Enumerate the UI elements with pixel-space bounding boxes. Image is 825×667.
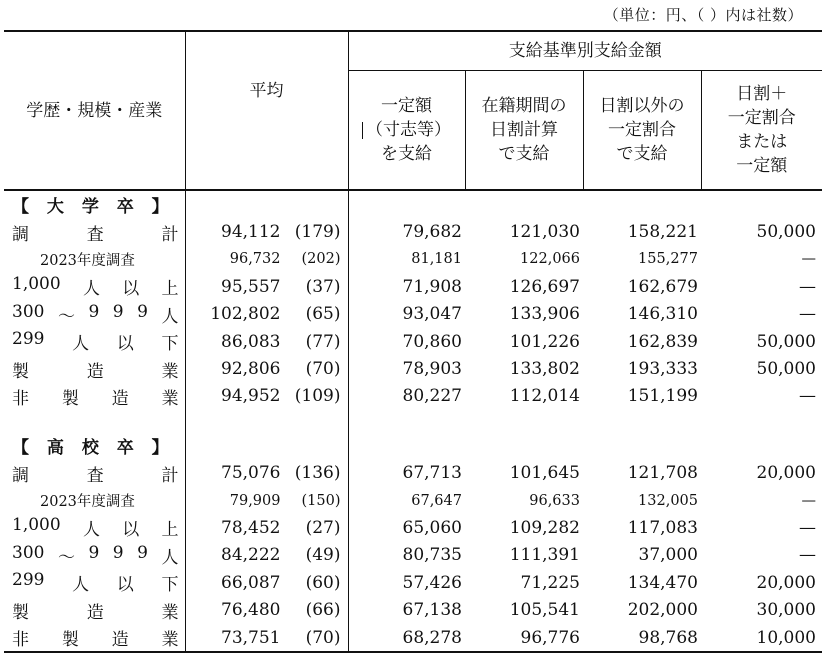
value-cell: 121,708 bbox=[627, 463, 698, 484]
average-value: 78,452 bbox=[221, 517, 281, 538]
value-cell: 79,682 bbox=[402, 222, 462, 243]
value-cell: 10,000 bbox=[701, 624, 822, 652]
value-cell: 158,221 bbox=[627, 222, 698, 243]
value-cell: — bbox=[799, 304, 816, 325]
value-cell: 50,000 bbox=[756, 222, 816, 243]
value-cell: 93,047 bbox=[402, 304, 462, 325]
average-cell bbox=[185, 487, 348, 514]
value-cell: 151,199 bbox=[627, 386, 698, 407]
company-count: (77) bbox=[305, 331, 341, 352]
value-cell: 112,014 bbox=[509, 386, 580, 407]
average-cell bbox=[185, 273, 348, 300]
row-label: 2023年度調査 bbox=[4, 246, 185, 273]
value-cell: 67,713 bbox=[402, 463, 462, 484]
section-title-row bbox=[4, 432, 822, 459]
company-count: (179) bbox=[294, 222, 341, 243]
average-value: 96,732 bbox=[229, 251, 281, 268]
table-body bbox=[4, 190, 822, 652]
average-cell bbox=[185, 460, 348, 487]
table-row bbox=[4, 301, 822, 328]
value-cell: 81,181 bbox=[411, 251, 462, 268]
section-title: 【 大 学 卒 】 bbox=[4, 190, 185, 218]
value-cell: 80,735 bbox=[402, 545, 462, 566]
company-count: (109) bbox=[294, 386, 341, 407]
average-value: 92,806 bbox=[221, 359, 281, 380]
section-title: 【 高 校 卒 】 bbox=[4, 432, 185, 459]
company-count: (136) bbox=[294, 463, 341, 484]
value-cell: 202,000 bbox=[627, 600, 698, 621]
table-row bbox=[4, 624, 822, 652]
value-cell: 146,310 bbox=[627, 304, 698, 325]
value-cell: 162,839 bbox=[627, 331, 698, 352]
average-value: 94,952 bbox=[221, 386, 281, 407]
company-count: (60) bbox=[305, 572, 341, 593]
value-cell: 105,541 bbox=[509, 600, 580, 621]
average-value: 75,076 bbox=[221, 463, 281, 484]
value-cell: 71,225 bbox=[520, 572, 580, 593]
value-cell: 134,470 bbox=[627, 572, 698, 593]
row-label: 1,000 人 以 上 bbox=[4, 273, 185, 300]
table-row bbox=[4, 569, 822, 596]
average-value: 86,083 bbox=[221, 331, 281, 352]
value-cell: 65,060 bbox=[402, 517, 462, 538]
table-row bbox=[4, 596, 822, 623]
average-cell bbox=[185, 624, 348, 652]
average-header: 平均 bbox=[185, 31, 348, 190]
value-cell: 109,282 bbox=[509, 517, 580, 538]
value-cell: 121,030 bbox=[509, 222, 580, 243]
value-cell: — bbox=[799, 517, 816, 538]
section-gap bbox=[4, 410, 822, 432]
company-count: (202) bbox=[301, 251, 341, 268]
row-label: 非 製 造 業 bbox=[4, 624, 185, 652]
average-value: 94,112 bbox=[221, 222, 281, 243]
row-label: 299 人 以 下 bbox=[4, 569, 185, 596]
average-value: 102,802 bbox=[210, 304, 281, 325]
average-cell bbox=[185, 246, 348, 273]
table-row bbox=[4, 355, 822, 382]
table-row bbox=[4, 460, 822, 487]
group-header: 支給基準別支給金額 bbox=[348, 31, 822, 71]
average-cell bbox=[185, 514, 348, 541]
row-label-header: 学歴・規模・産業 bbox=[4, 31, 185, 190]
average-value: 66,087 bbox=[221, 572, 281, 593]
value-cell: 50,000 bbox=[756, 359, 816, 380]
value-cell: 20,000 bbox=[756, 463, 816, 484]
average-value: 79,909 bbox=[229, 492, 281, 509]
value-cell: — bbox=[799, 386, 816, 407]
row-label: 非 製 造 業 bbox=[4, 383, 185, 410]
unit-note: （単位：円、（ ）内は社数） bbox=[603, 6, 803, 24]
row-label: 製 造 業 bbox=[4, 355, 185, 382]
table-row bbox=[4, 273, 822, 300]
value-cell: — bbox=[801, 251, 816, 268]
row-label: 1,000 人 以 上 bbox=[4, 514, 185, 541]
col-header-ratio: 日割以外の 一定割合 で支給 bbox=[583, 71, 701, 191]
value-cell: 98,768 bbox=[583, 624, 701, 652]
value-cell: 101,645 bbox=[509, 463, 580, 484]
value-cell: 68,278 bbox=[348, 624, 465, 652]
company-count: (70) bbox=[305, 627, 341, 648]
average-cell bbox=[185, 569, 348, 596]
col-header-fixed: 一定額 （寸志等） を支給 bbox=[348, 71, 465, 191]
average-value: 95,557 bbox=[221, 276, 281, 297]
table-row bbox=[4, 218, 822, 245]
company-count: (70) bbox=[305, 359, 341, 380]
average-cell bbox=[185, 218, 348, 245]
value-cell: — bbox=[801, 492, 816, 509]
value-cell: 20,000 bbox=[756, 572, 816, 593]
table-row bbox=[4, 328, 822, 355]
company-count: (65) bbox=[305, 304, 341, 325]
value-cell: 117,083 bbox=[627, 517, 698, 538]
table-row bbox=[4, 246, 822, 273]
average-cell bbox=[185, 355, 348, 382]
col-header-daily: 在籍期間の 日割計算 で支給 bbox=[465, 71, 583, 191]
value-cell: 57,426 bbox=[402, 572, 462, 593]
average-cell bbox=[185, 542, 348, 569]
value-cell: 111,391 bbox=[509, 545, 580, 566]
row-label: 299 人 以 下 bbox=[4, 328, 185, 355]
value-cell: 50,000 bbox=[756, 331, 816, 352]
value-cell: 67,138 bbox=[402, 600, 462, 621]
row-label: 製 造 業 bbox=[4, 596, 185, 623]
table-row bbox=[4, 542, 822, 569]
row-label: 300 ～ 9 9 9 人 bbox=[4, 301, 185, 328]
value-cell: 133,906 bbox=[509, 304, 580, 325]
value-cell: 37,000 bbox=[638, 545, 698, 566]
allowance-table bbox=[4, 30, 822, 653]
value-cell: 78,903 bbox=[402, 359, 462, 380]
average-value: 73,751 bbox=[221, 627, 281, 648]
value-cell: 122,066 bbox=[520, 251, 580, 268]
table-header bbox=[4, 31, 822, 190]
value-cell: 193,333 bbox=[627, 359, 698, 380]
row-label: 2023年度調査 bbox=[4, 487, 185, 514]
value-cell: 126,697 bbox=[509, 276, 580, 297]
value-cell: 133,802 bbox=[509, 359, 580, 380]
table-row bbox=[4, 514, 822, 541]
average-value: 84,222 bbox=[221, 545, 281, 566]
value-cell: 155,277 bbox=[638, 251, 698, 268]
section-title-row bbox=[4, 190, 822, 218]
table-row bbox=[4, 383, 822, 410]
value-cell: 80,227 bbox=[402, 386, 462, 407]
row-label: 300 ～ 9 9 9 人 bbox=[4, 542, 185, 569]
average-cell bbox=[185, 383, 348, 410]
average-cell bbox=[185, 596, 348, 623]
company-count: (150) bbox=[301, 492, 341, 509]
value-cell: — bbox=[799, 276, 816, 297]
company-count: (37) bbox=[305, 276, 341, 297]
value-cell: 132,005 bbox=[638, 492, 698, 509]
average-cell bbox=[185, 328, 348, 355]
row-label: 調 査 計 bbox=[4, 460, 185, 487]
company-count: (27) bbox=[305, 517, 341, 538]
average-value: 76,480 bbox=[221, 600, 281, 621]
value-cell: 71,908 bbox=[402, 276, 462, 297]
value-cell: 70,860 bbox=[402, 331, 462, 352]
value-cell: 101,226 bbox=[509, 331, 580, 352]
row-label: 調 査 計 bbox=[4, 218, 185, 245]
value-cell: — bbox=[799, 545, 816, 566]
company-count: (66) bbox=[305, 600, 341, 621]
average-cell bbox=[185, 301, 348, 328]
company-count: (49) bbox=[305, 545, 341, 566]
value-cell: 162,679 bbox=[627, 276, 698, 297]
text-cursor bbox=[362, 122, 363, 139]
table-row bbox=[4, 487, 822, 514]
value-cell: 30,000 bbox=[756, 600, 816, 621]
value-cell: 96,776 bbox=[465, 624, 583, 652]
value-cell: 67,647 bbox=[411, 492, 462, 509]
value-cell: 96,633 bbox=[529, 492, 580, 509]
col-header-combined: 日割＋ 一定割合 または 一定額 bbox=[727, 84, 796, 176]
